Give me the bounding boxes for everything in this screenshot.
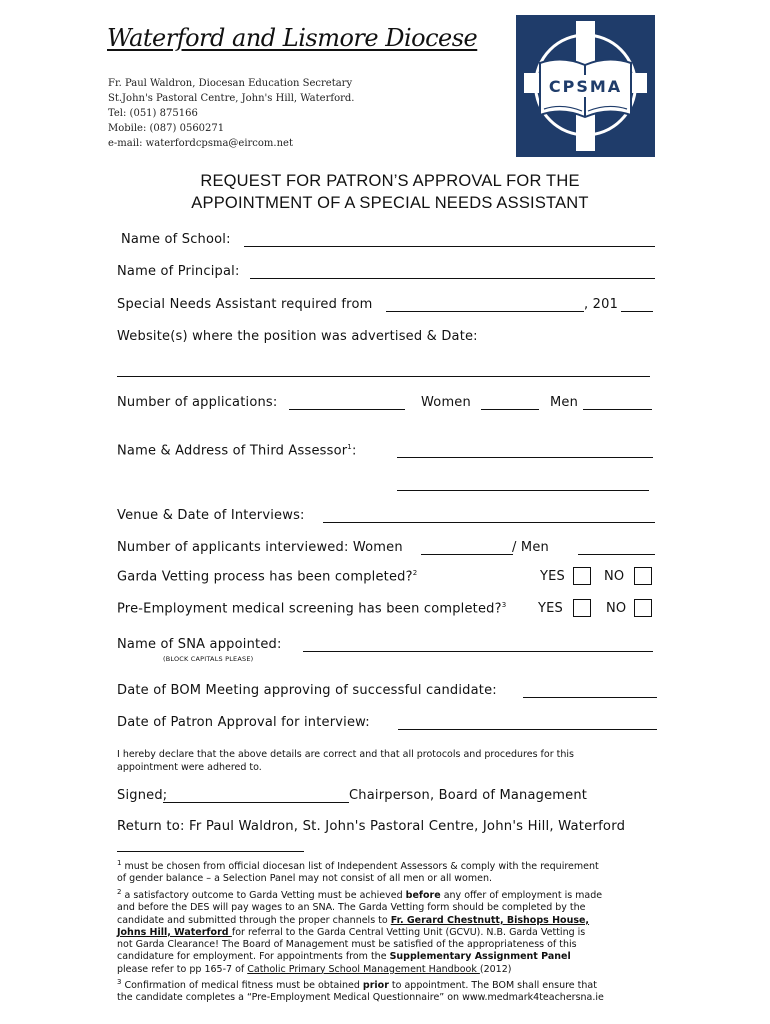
garda-yes-checkbox[interactable]: [573, 567, 591, 585]
footnote-3-text-b: to appointment. The BOM shall ensure that: [388, 980, 597, 992]
footnote-2-text-g: please refer to pp 165-7 of: [117, 963, 248, 975]
medical-text: Pre-Employment medical screening has been completed?: [117, 601, 502, 617]
footnote-2-num: 2: [117, 887, 122, 896]
contact-block: [108, 76, 354, 151]
cpsma-logo-icon: [516, 15, 655, 157]
footnote-1-num: 1: [117, 859, 122, 867]
footnote-1-line1: must be chosen from official diocesan list of Independent Assessors & comply with the requirement: [121, 861, 599, 873]
footnote-ref-3: 3: [501, 601, 507, 609]
footnote-1: [117, 857, 604, 873]
garda-yes-label: YES: [540, 569, 566, 584]
block-capitals-note: (BLOCK CAPITALS PLEASE): [163, 655, 254, 663]
sna-required-input[interactable]: [386, 311, 584, 312]
applications-input[interactable]: [289, 409, 405, 410]
school-label: Name of School:: [121, 232, 231, 247]
footnote-3: [117, 976, 604, 992]
footnote-ref-2: 2: [412, 569, 418, 577]
sna-appointed-label: Name of SNA appointed:: [117, 637, 282, 652]
footnote-3-num: 3: [117, 977, 122, 986]
footnote-2-line2: and before the DES will pay wages to an SNA. The Garda Vetting form should be completed by the: [117, 902, 586, 914]
bom-date-label: Date of BOM Meeting approving of successful candidate:: [117, 683, 497, 698]
contact-secretary: Fr. Paul Waldron, Diocesan Education Secretary: [108, 78, 353, 89]
principal-label: Name of Principal:: [117, 264, 240, 279]
footnote-2-year: (2012): [479, 963, 512, 975]
patron-date-input[interactable]: [398, 729, 657, 730]
website-input[interactable]: [117, 376, 650, 377]
interviewed-women-input[interactable]: [421, 554, 513, 555]
footnote-3-line2: the candidate completes a “Pre-Employment Medical Questionnaire” on www.medmark4teachersna.ie: [117, 992, 604, 1004]
contact-address: St.John's Pastoral Centre, John's Hill, Waterford.: [108, 93, 355, 104]
third-assessor-text: Name & Address of Third Assessor: [117, 443, 348, 459]
footnote-2-line4: [117, 927, 604, 939]
declaration-line1: I hereby declare that the above details are correct and that all protocols and procedures for this: [117, 749, 574, 760]
signature-input[interactable]: [163, 802, 349, 803]
footnote-2-line3: [117, 915, 604, 927]
footnote-ref-1: 1: [347, 443, 352, 451]
declaration-text: [117, 748, 574, 774]
applications-women-input[interactable]: [481, 409, 539, 410]
logo-text: CPSMA: [548, 77, 623, 96]
contact-email: e-mail: waterfordcpsma@eircom.net: [108, 138, 293, 149]
footnote-2-address-a: Fr. Gerard Chestnutt, Bishops House,: [390, 914, 590, 926]
venue-input[interactable]: [323, 522, 655, 523]
contact-tel: Tel: (051) 875166: [108, 108, 198, 119]
handbook-link[interactable]: Catholic Primary School Management Handbook: [247, 963, 480, 975]
garda-text: Garda Vetting process has been completed?: [117, 569, 413, 585]
applications-men-input[interactable]: [583, 409, 652, 410]
third-assessor-input-2[interactable]: [397, 490, 649, 491]
footnote-2-line6: [117, 951, 604, 963]
garda-no-checkbox[interactable]: [634, 567, 652, 585]
form-title-line2: APPOINTMENT OF A SPECIAL NEEDS ASSISTANT: [191, 194, 589, 212]
applications-men-label: Men: [550, 395, 579, 410]
third-assessor-input-1[interactable]: [397, 457, 653, 458]
form-title: [100, 170, 680, 214]
interviewed-men-label: / Men: [512, 540, 549, 555]
interviewed-label: Number of applicants interviewed: Women: [117, 540, 403, 555]
applications-women-label: Women: [421, 395, 471, 410]
third-assessor-colon: :: [351, 443, 357, 459]
footnote-2: [117, 886, 604, 902]
cpsma-logo: [516, 15, 655, 157]
footnote-2-address-b: Johns Hill, Waterford: [117, 926, 232, 938]
footnote-2-line7: [117, 964, 604, 976]
declaration-line2: appointment were adhered to.: [117, 762, 262, 773]
contact-mobile: Mobile: (087) 0560271: [108, 123, 225, 134]
footnote-3-prior: prior: [362, 980, 389, 992]
garda-label: [117, 569, 417, 584]
patron-date-label: Date of Patron Approval for interview:: [117, 715, 370, 730]
sna-appointed-input[interactable]: [303, 651, 653, 652]
footnote-2-text-f: candidature for employment. For appointments from the: [117, 951, 390, 963]
medical-no-checkbox[interactable]: [634, 599, 652, 617]
third-assessor-label: [117, 443, 357, 458]
principal-input[interactable]: [250, 278, 655, 279]
footnote-3-text-a: Confirmation of medical fitness must be obtained: [121, 980, 363, 992]
garda-no-label: NO: [604, 569, 625, 584]
diocese-title: Waterford and Lismore Diocese: [107, 24, 478, 52]
footnote-2-text-d: for referral to the Garda Central Vetting Unit (GCVU). N.B. Garda Vetting is: [231, 926, 586, 938]
school-input[interactable]: [244, 246, 655, 247]
footnote-2-line5: not Garda Clearance! The Board of Management must be satisfied of the appropriateness of this: [117, 939, 577, 951]
medical-yes-label: YES: [538, 601, 564, 616]
footnote-2-text-c: candidate and submitted through the proper channels to: [117, 914, 391, 926]
footnote-2-text-a: a satisfactory outcome to Garda Vetting must be achieved: [121, 889, 406, 901]
sna-year-input[interactable]: [621, 311, 653, 312]
interviewed-men-input[interactable]: [578, 554, 655, 555]
footnote-separator: [117, 851, 304, 852]
bom-date-input[interactable]: [523, 697, 657, 698]
footnotes: [117, 857, 604, 1005]
footnote-2-before: before: [405, 889, 441, 901]
return-to: Return to: Fr Paul Waldron, St. John's Pastoral Centre, John's Hill, Waterford: [117, 819, 626, 834]
signed-role: Chairperson, Board of Management: [349, 788, 588, 803]
footnote-2-text-b: any offer of employment is made: [440, 889, 603, 901]
sna-year-label: , 201: [584, 297, 619, 312]
website-label: Website(s) where the position was advertised & Date:: [117, 329, 478, 344]
medical-label: [117, 601, 506, 616]
medical-no-label: NO: [606, 601, 627, 616]
sna-required-label: Special Needs Assistant required from: [117, 297, 373, 312]
venue-label: Venue & Date of Interviews:: [117, 508, 305, 523]
footnote-2-panel: Supplementary Assignment Panel: [389, 951, 571, 963]
applications-label: Number of applications:: [117, 395, 278, 410]
signed-label: Signed;: [117, 788, 168, 803]
medical-yes-checkbox[interactable]: [573, 599, 591, 617]
form-title-line1: REQUEST FOR PATRON’S APPROVAL FOR THE: [200, 172, 580, 190]
footnote-1-line2: of gender balance – a Selection Panel may not consist of all men or all women.: [117, 873, 493, 885]
